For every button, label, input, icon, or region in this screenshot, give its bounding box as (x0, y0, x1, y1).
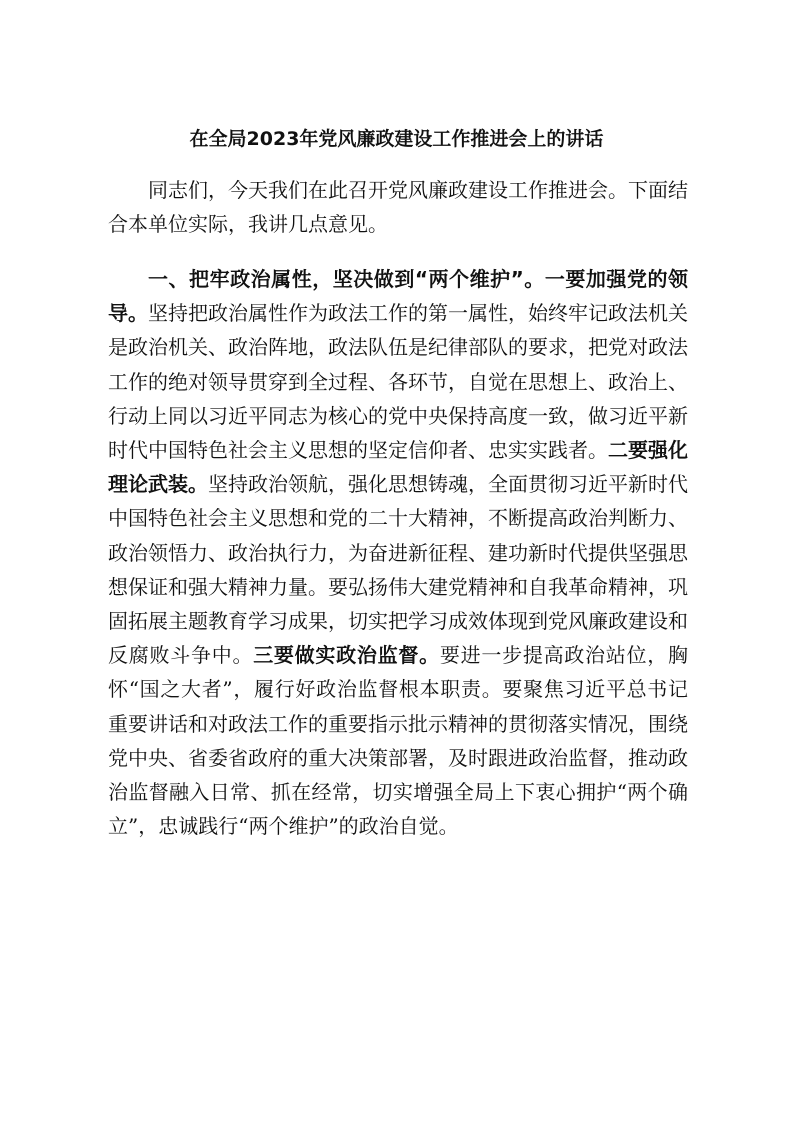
greeting-paragraph: 同志们，今天我们在此召开党风廉政建设工作推进会。下面结合本单位实际，我讲几点意见。 (108, 178, 688, 237)
point-two-heading: 二要强化理论武装。 (108, 438, 688, 497)
section-heading: 一、把牢政治属性，坚决做到“两个维护”。 (148, 267, 545, 291)
document-title: 在全局2023年党风廉政建设工作推进会上的讲话 (189, 128, 604, 150)
point-three-heading: 三要做实政治监督。 (253, 643, 440, 668)
point-one-heading: 一要加强党的领导。 (108, 267, 689, 326)
section-one-paragraph (108, 262, 688, 843)
point-two-text: 坚持政治领航，强化思想铸魂，全面贯彻习近平新时代中国特色社会主义思想和党的二十大精神，不断提高政治判断力、政治领悟力、政治执行力，为奋进新征程、建功新时代提供坚强思想保证和强大精神力量。要弘扬伟大建党精神和自我革命精神，巩固拓展主题教育学习成果，切实把学习成效体现到党风廉政建设和反腐败斗争中。 (108, 472, 688, 668)
point-one-text: 坚持把政治属性作为政法工作的第一属性，始终牢记政法机关是政治机关、政治阵地，政法队伍是纪律部队的要求，把党对政法工作的绝对领导贯穿到全过程、各环节，自觉在思想上、政治上、行动上同以习近平同志为核心的党中央保持高度一致，做习近平新时代中国特色社会主义思想的坚定信仰者、忠实实践者。 (108, 301, 688, 463)
point-three-text: 要进一步提高政治站位，胸怀“国之大者”，履行好政治监督根本职责。要聚焦习近平总书记重要讲话和对政法工作的重要指示批示精神的贯彻落实情况，围绕党中央、省委省政府的重大决策部署，及时跟进政治监督，推动政治监督融入日常、抓在经常，切实增强全局上下衷心拥护“两个确立”，忠诚践行“两个维护”的政治自觉。 (108, 643, 689, 839)
